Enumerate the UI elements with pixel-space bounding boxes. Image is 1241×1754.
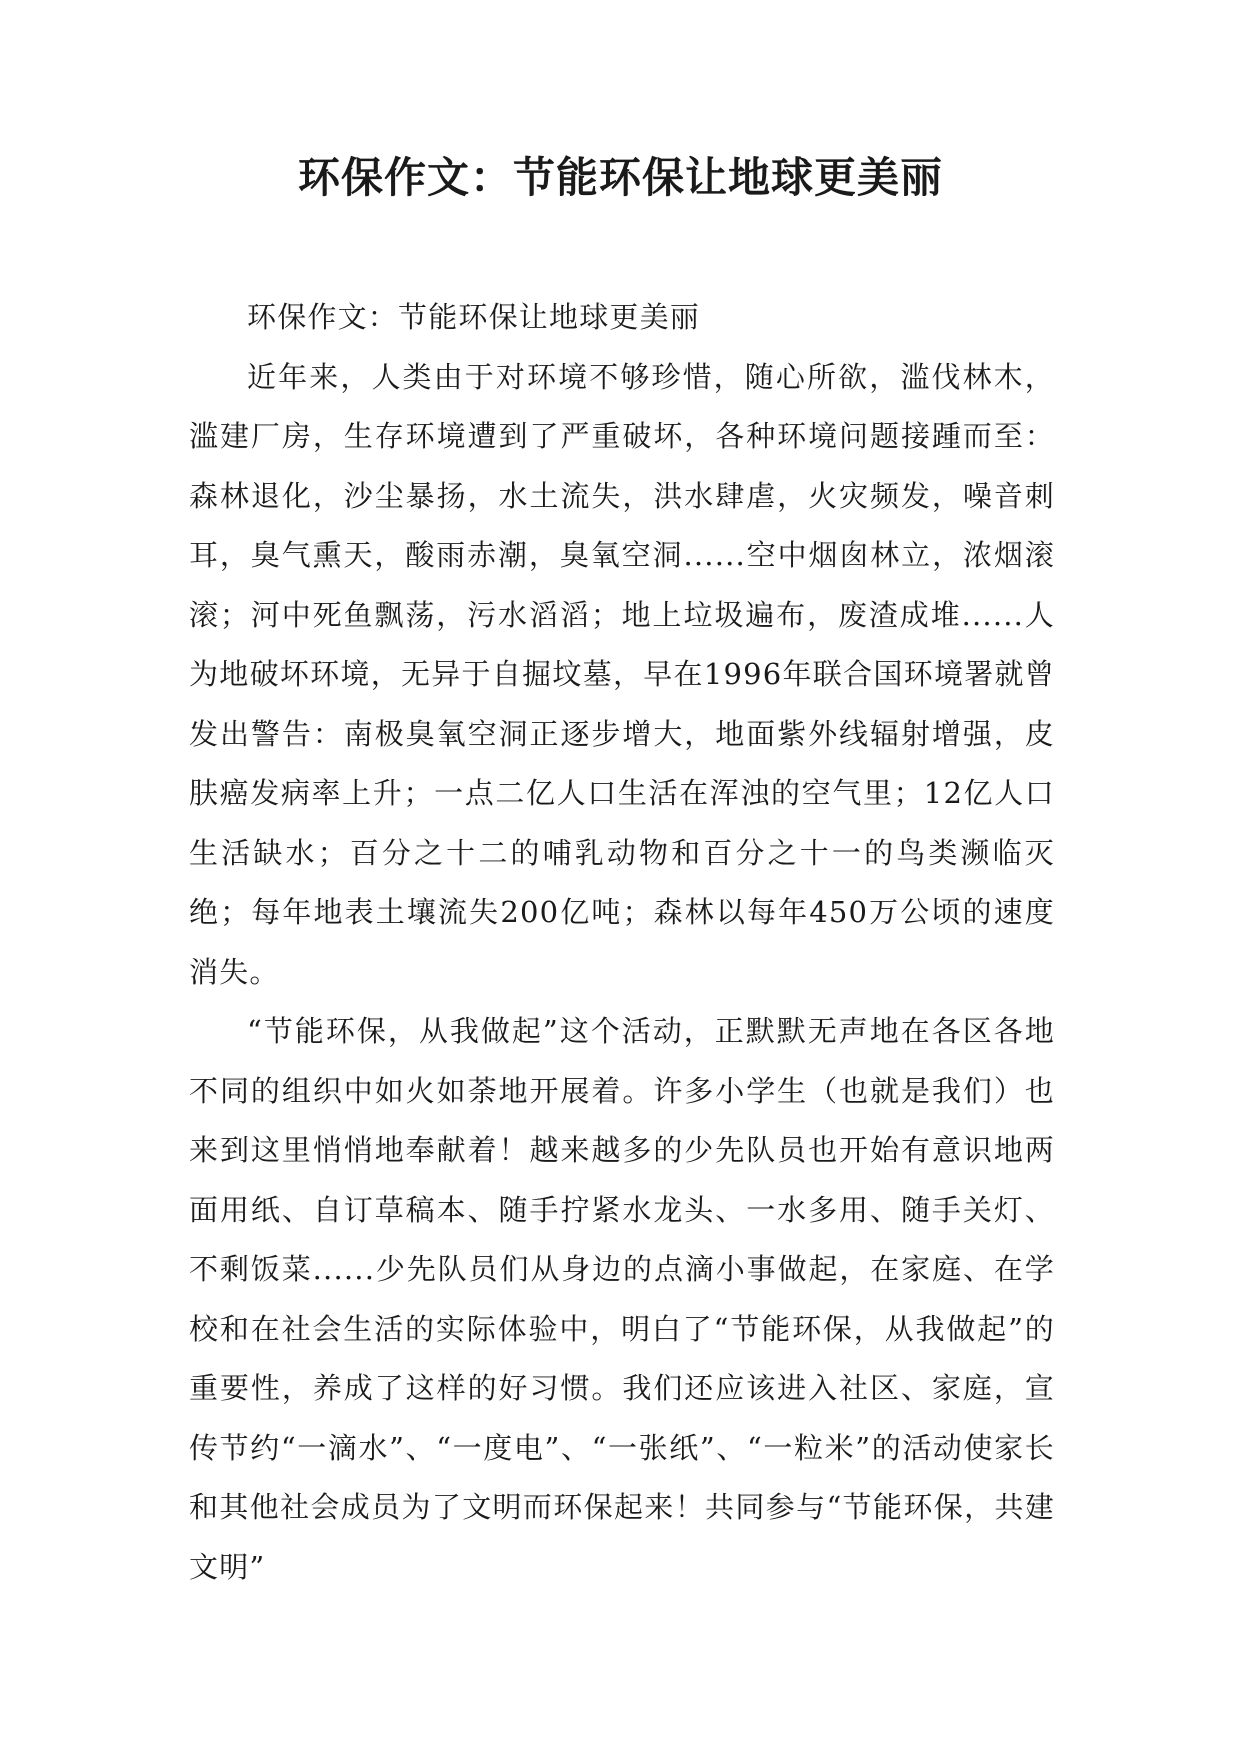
paragraph: 环保作文：节能环保让地球更美丽 (247, 300, 701, 334)
document-title: 环保作文：节能环保让地球更美丽 (297, 153, 943, 202)
document-body (189, 288, 1055, 1597)
paragraph: 近年来，人类由于对环境不够珍惜，随心所欲，滥伐林木，滥建厂房，生存环境遭到了严重破坏，各种环境问题接踵而至：森林退化，沙尘暴扬，水土流失，洪水肆虐，火灾频发，噪音刺耳，臭气熏天，酸雨赤潮，臭氧空洞......空中烟囱林立，浓烟滚滚；河中死鱼飘荡，污水滔滔；地上垃圾遍布，废渣成堆......人为地破坏环境，无异于自掘坟墓，早在1996年联合国环境署就曾发出警告：南极臭氧空洞正逐步增大，地面紫外线辐射增强，皮肤癌发病率上升；一点二亿人口生活在浑浊的空气里；12亿人口生活缺水；百分之十二的哺乳动物和百分之十一的鸟类濒临灭绝；每年地表土壤流失200亿吨；森林以每年450万公顷的速度消失。 (189, 359, 1055, 989)
paragraph: “节能环保，从我做起”这个活动，正默默无声地在各区各地不同的组织中如火如荼地开展着。许多小学生（也就是我们）也来到这里悄悄地奉献着！越来越多的少先队员也开始有意识地两面用纸、自订草稿本、随手拧紧水龙头、一水多用、随手关灯、不剩饭菜......少先队员们从身边的点滴小事做起，在家庭、在学校和在社会生活的实际体验中，明白了“节能环保，从我做起”的重要性，养成了这样的好习惯。我们还应该进入社区、家庭，宣传节约“一滴水”、“一度电”、“一张纸”、“一粒米”的活动使家长和其他社会成员为了文明而环保起来！共同参与“节能环保，共建文明” (189, 1014, 1055, 1584)
